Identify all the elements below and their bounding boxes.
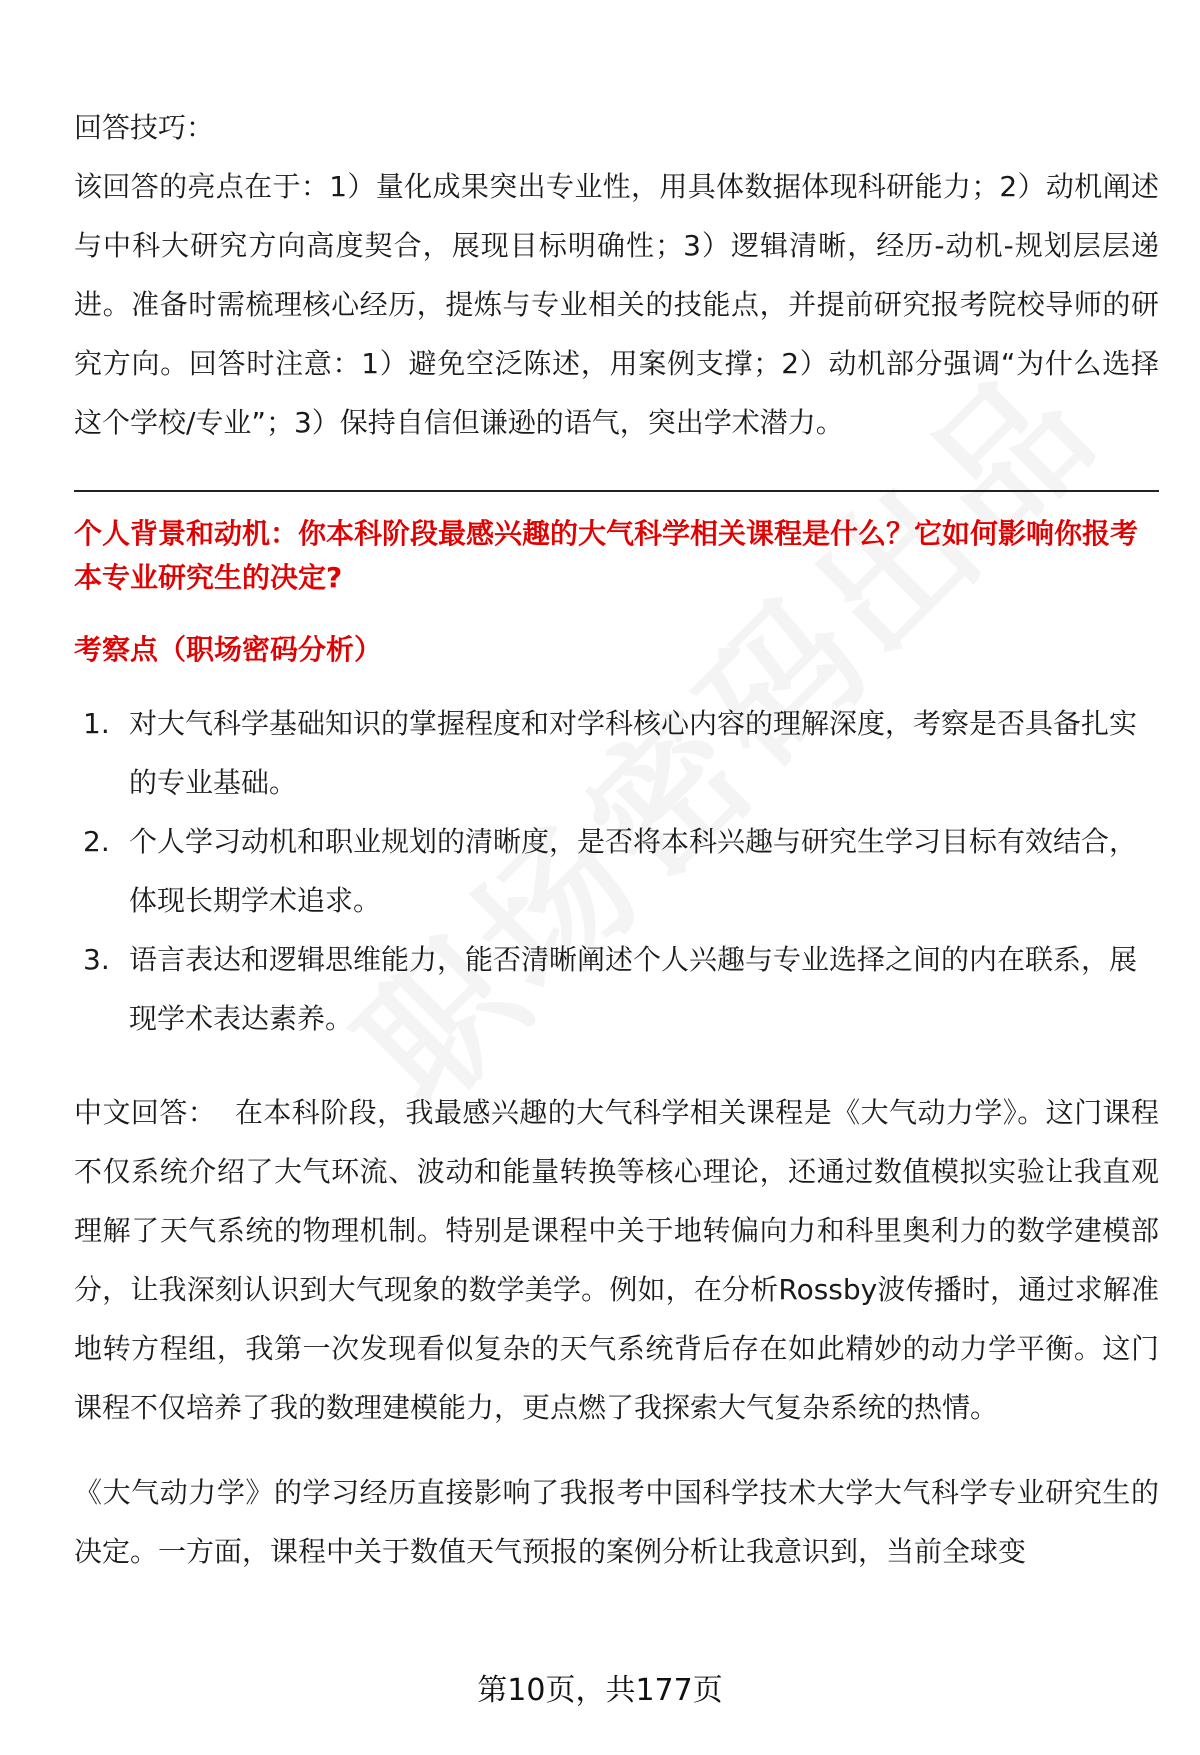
list-item-number: 3.: [83, 943, 110, 976]
list-item-number: 2.: [83, 825, 110, 858]
tips-heading: 回答技巧：: [74, 111, 215, 144]
answer-label: 中文回答：: [74, 1096, 217, 1129]
list-item-number: 1.: [83, 707, 110, 740]
answer-paragraph-2: 《大气动力学》的学习经历直接影响了我报考中国科学技术大学大气科学专业研究生的决定。一方面，课程中关于数值天气预报的案例分析让我意识到，当前全球变: [74, 1476, 1159, 1568]
list-item: [74, 694, 1159, 812]
tips-body: 该回答的亮点在于：1）量化成果突出专业性，用具体数据体现科研能力；2）动机阐述与中科大研究方向高度契合，展现目标明确性；3）逻辑清晰，经历-动机-规划层层递进。准备时需梳理核心经历，提炼与专业相关的技能点，并提前研究报考院校导师的研究方向。回答时注意：1）避免空泛陈述，用案例支撑；2）动机部分强调“为什么选择这个学校/专业”；3）保持自信但谦逊的语气，突出学术潜力。: [74, 170, 1159, 439]
page-content: [74, 98, 1159, 1581]
answer-text: 在本科阶段，我最感兴趣的大气科学相关课程是《大气动力学》。这门课程不仅系统介绍了大气环流、波动和能量转换等核心理论，还通过数值模拟实验让我直观理解了天气系统的物理机制。特别是课程中关于地转偏向力和科里奥利力的数学建模部分，让我深刻认识到大气现象的数学美学。例如，在分析Rossby波传播时，通过求解准地转方程组，我第一次发现看似复杂的天气系统背后存在如此精妙的动力学平衡。这门课程不仅培养了我的数理建模能力，更点燃了我探索大气复杂系统的热情。: [74, 1096, 1159, 1424]
list-item: [74, 812, 1159, 930]
list-item-text: 对大气科学基础知识的掌握程度和对学科核心内容的理解深度，考察是否具备扎实的专业基础。: [129, 707, 1138, 799]
answer-paragraph-1: [74, 1083, 1159, 1437]
page-number: 第10页，共177页: [477, 1673, 723, 1708]
list-item-text: 语言表达和逻辑思维能力，能否清晰阐述个人兴趣与专业选择之间的内在联系，展现学术表达素养。: [129, 943, 1138, 1035]
list-item: [74, 930, 1159, 1048]
question-title: 个人背景和动机：你本科阶段最感兴趣的大气科学相关课程是什么？它如何影响你报考本专业研究生的决定?: [74, 517, 1139, 594]
analysis-heading: 考察点（职场密码分析）: [74, 633, 383, 666]
section-divider: [74, 490, 1159, 492]
analysis-points-list: [74, 694, 1159, 1048]
list-item-text: 个人学习动机和职业规划的清晰度，是否将本科兴趣与研究生学习目标有效结合，体现长期学术追求。: [129, 825, 1138, 917]
